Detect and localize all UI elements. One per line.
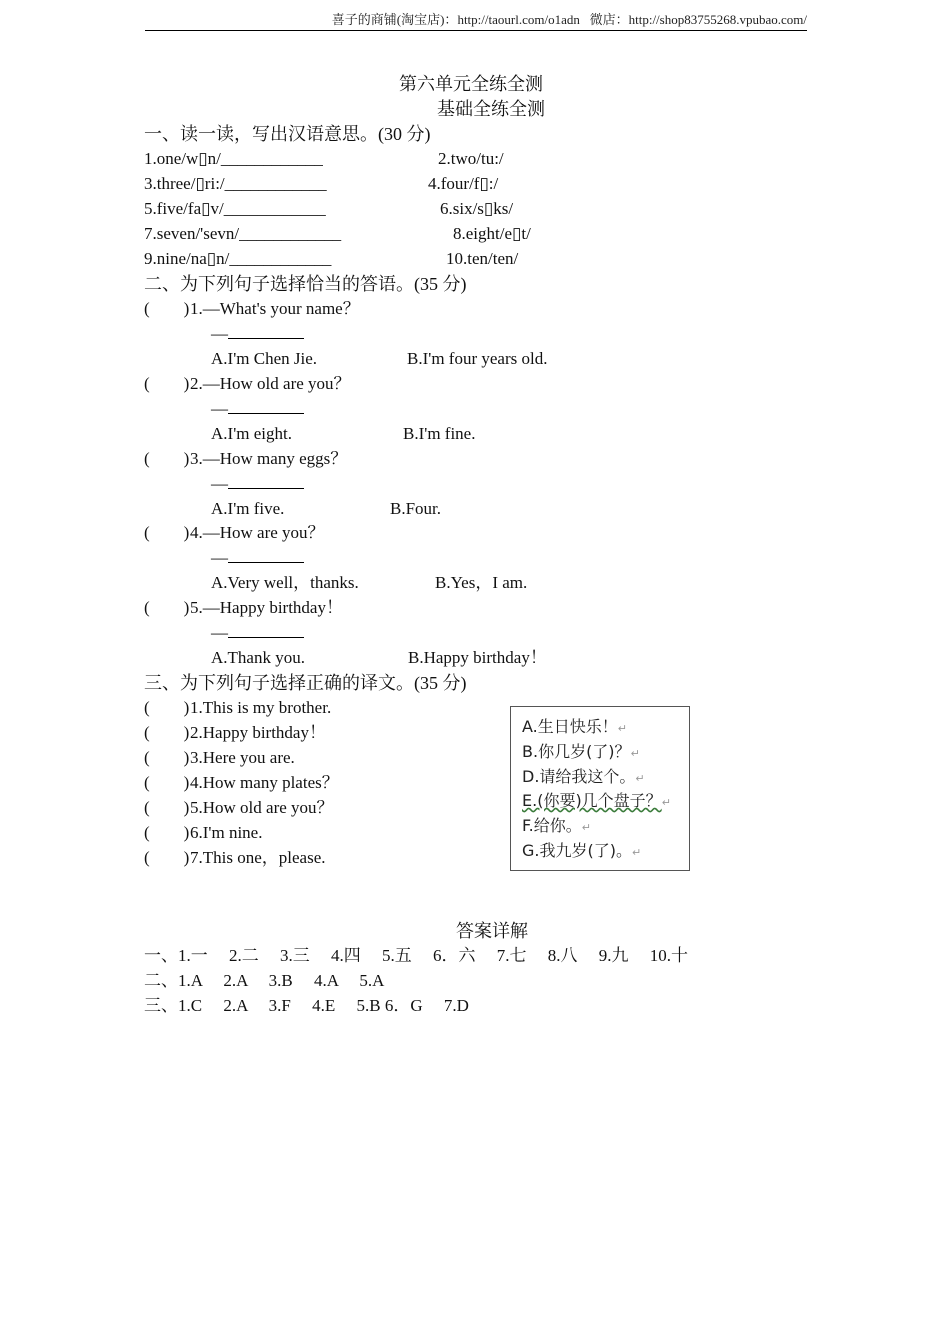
part2-question-5 — [144, 596, 343, 620]
wei-label: 微店： — [589, 12, 629, 27]
part1-item-7: 7.seven/'sevn/____________ — [144, 224, 342, 243]
part1-item-8: 8.eight/e▯t/ — [453, 224, 531, 243]
shop-url-link[interactable]: http://taourl.com/o1adn — [457, 12, 580, 27]
translation-option-b: B.你几岁(了)？↵ — [522, 742, 640, 761]
sentence-text: 3.Here you are. — [190, 748, 295, 767]
answers-heading: 答案详解 — [456, 921, 528, 941]
translation-option-g: G.我九岁(了)。↵ — [522, 841, 642, 860]
answer-bracket[interactable]: ( ) — [144, 773, 190, 792]
option-b: B.Happy birthday！ — [408, 648, 547, 667]
translation-option-e: E.(你要)几个盘子？↵ — [522, 791, 671, 810]
part1-item-4: 4.four/f▯:/ — [428, 174, 499, 193]
response-blank: — — [211, 397, 304, 421]
part1-item-3: 3.three/▯ri:/____________ — [144, 174, 327, 193]
part1-item-2: 2.two/tu:/ — [438, 149, 504, 168]
question-text: 4.—How are you？ — [190, 523, 325, 542]
sentence-text: 4.How many plates？ — [190, 773, 339, 792]
option-a: A.Very well，thanks. — [211, 573, 359, 592]
shop-name: 喜子的商铺(淘宝店)： — [331, 12, 458, 27]
response-blank: — — [211, 322, 304, 346]
part1-item-9: 9.nine/na▯n/____________ — [144, 249, 332, 268]
response-blank: — — [211, 621, 304, 645]
translation-option-d: D.请给我这个。↵ — [522, 767, 645, 786]
answer-line-1: 一、1.一 2.二 3.三 4.四 5.五 6．六 7.七 8.八 9.九 10.十 — [144, 946, 688, 965]
part2-question-2 — [144, 372, 351, 396]
page-title: 第六单元全练全测 — [399, 74, 543, 94]
answer-bracket[interactable]: ( ) — [144, 848, 190, 867]
sentence-text: 6.I'm nine. — [190, 823, 263, 842]
answer-bracket[interactable]: ( ) — [144, 299, 190, 318]
wei-url-link[interactable]: http://shop83755268.vpubao.com/ — [628, 12, 807, 27]
part2-question-1 — [144, 297, 360, 321]
answer-bracket[interactable]: ( ) — [144, 823, 190, 842]
part2-heading: 二、为下列句子选择恰当的答语。(35 分) — [144, 274, 467, 294]
translation-option-a: A.生日快乐！↵ — [522, 717, 627, 736]
sentence-text: 2.Happy birthday！ — [190, 723, 326, 742]
question-text: 2.—How old are you？ — [190, 374, 351, 393]
option-a: A.I'm Chen Jie. — [211, 349, 317, 368]
part1-item-6: 6.six/s▯ks/ — [440, 199, 514, 218]
option-b: B.I'm four years old. — [407, 349, 548, 368]
part3-item-5 — [144, 796, 334, 820]
part3-heading: 三、为下列句子选择正确的译文。(35 分) — [144, 673, 467, 693]
response-blank: — — [211, 546, 304, 570]
part3-item-4 — [144, 771, 339, 795]
answer-bracket[interactable]: ( ) — [144, 523, 190, 542]
answer-bracket[interactable]: ( ) — [144, 748, 190, 767]
part3-item-6 — [144, 821, 262, 845]
answer-bracket[interactable]: ( ) — [144, 374, 190, 393]
answer-line-2: 二、1.A 2.A 3.B 4.A 5.A — [144, 971, 385, 990]
option-b: B.Four. — [390, 499, 442, 518]
part1-heading: 一、读一读，写出汉语意思。(30 分) — [144, 124, 431, 144]
option-b: B.I'm fine. — [403, 424, 476, 443]
answer-bracket[interactable]: ( ) — [144, 698, 190, 717]
part3-item-7 — [144, 846, 326, 870]
part1-item-5: 5.five/fa▯v/____________ — [144, 199, 326, 218]
page-header — [145, 10, 807, 31]
part3-item-2 — [144, 721, 326, 745]
option-b: B.Yes，I am. — [435, 573, 528, 592]
sentence-text: 1.This is my brother. — [190, 698, 332, 717]
sentence-text: 7.This one，please. — [190, 848, 326, 867]
sentence-text: 5.How old are you？ — [190, 798, 334, 817]
part3-item-1 — [144, 696, 331, 720]
part1-item-10: 10.ten/ten/ — [446, 249, 519, 268]
translation-options-box — [510, 706, 690, 871]
part3-item-3 — [144, 746, 295, 770]
question-text: 1.—What's your name？ — [190, 299, 360, 318]
answer-line-3: 三、1.C 2.A 3.F 4.E 5.B 6．G 7.D — [144, 996, 469, 1015]
part2-question-3 — [144, 447, 347, 471]
part2-question-4 — [144, 521, 325, 545]
answer-bracket[interactable]: ( ) — [144, 798, 190, 817]
answer-bracket[interactable]: ( ) — [144, 449, 190, 468]
part1-item-1: 1.one/w▯n/____________ — [144, 149, 323, 168]
option-a: A.Thank you. — [211, 648, 305, 667]
question-text: 3.—How many eggs？ — [190, 449, 348, 468]
translation-option-f: F.给你。↵ — [522, 816, 591, 835]
answer-bracket[interactable]: ( ) — [144, 723, 190, 742]
answer-bracket[interactable]: ( ) — [144, 598, 190, 617]
option-a: A.I'm five. — [211, 499, 285, 518]
page-subtitle: 基础全练全测 — [437, 99, 545, 119]
option-a: A.I'm eight. — [211, 424, 292, 443]
response-blank: — — [211, 472, 304, 496]
question-text: 5.—Happy birthday！ — [190, 598, 343, 617]
